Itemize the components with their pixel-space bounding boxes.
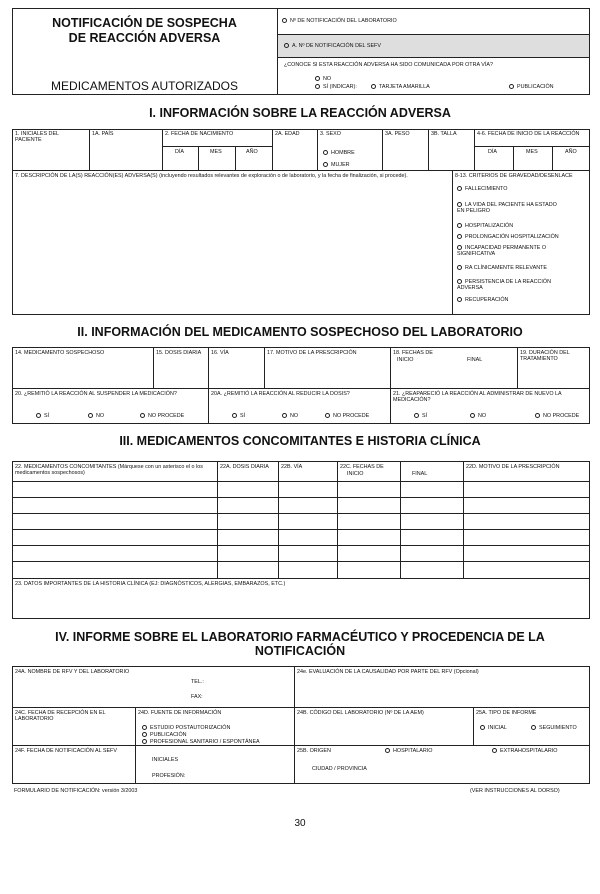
tel-label: TEL.:: [191, 679, 204, 685]
f22a-label: 22A. DOSIS DIARIA: [220, 464, 269, 470]
iniciales-label: INICIALES: [152, 757, 179, 763]
form-title-line1: NOTIFICACIÓN DE SOSPECHA: [52, 16, 237, 30]
criteria-recuperacion[interactable]: RECUPERACIÓN: [457, 297, 508, 303]
onset-year-label: AÑO: [565, 149, 577, 155]
f14-label: 14. MEDICAMENTO SOSPECHOSO: [15, 350, 105, 356]
section-3-box: [12, 461, 590, 619]
f25b-label: 25B. ORIGEN: [297, 748, 331, 754]
form-title: [12, 16, 277, 46]
f19-label: 19. DURACIÓN DEL TRATAMIENTO: [520, 350, 570, 363]
criteria-ra-relevante[interactable]: RA CLÍNICAMENTE RELEVANTE: [457, 265, 547, 271]
ciudad-label: CIUDAD / PROVINCIA: [312, 766, 367, 772]
birth-month-label: MES: [210, 149, 222, 155]
f7-label: 7. DESCRIPCIÓN DE LA(S) REACCIÓN(ES) ADVERSA(S) (incluyendo resultados relevantes de exploración o de laboratorio, y la fecha de finalización, si procede).: [15, 173, 408, 179]
f20a-si[interactable]: SÍ: [232, 413, 245, 419]
f22c-label: 22C. FECHAS DE: [340, 464, 384, 470]
f24b-label: 24B. CÓDIGO DEL LABORATORIO (Nº DE LA AEM): [297, 710, 424, 716]
f16-label: 16. VÍA: [211, 350, 229, 356]
other-route-question: ¿CONOCE SI ESTA REACCIÓN ADVERSA HA SIDO COMUNICADA POR OTRA VÍA?: [284, 62, 493, 68]
criteria-vida-peligro[interactable]: LA VIDA DEL PACIENTE HA ESTADO EN PELIGRO: [457, 202, 557, 215]
f20-no-procede[interactable]: NO PROCEDE: [140, 413, 184, 419]
sex-mujer-option[interactable]: MUJER: [323, 162, 350, 168]
f24c-label: 24C. FECHA DE RECEPCIÓN EN EL LABORATORIO: [15, 710, 106, 723]
f22d-label: 22D. MOTIVO DE LA PRESCRIPCIÓN: [466, 464, 560, 470]
circle-icon: [282, 18, 287, 23]
f22c-inicio: INICIO: [347, 471, 364, 477]
f1a-label: 1A. PAÍS: [92, 131, 114, 137]
other-route-tarjeta[interactable]: TARJETA AMARILLA: [371, 84, 430, 90]
f2a-label: 2A. EDAD: [275, 131, 300, 137]
criteria-hospitalizacion[interactable]: HOSPITALIZACIÓN: [457, 223, 513, 229]
f20-label: 20. ¿REMITIÓ LA REACCIÓN AL SUSPENDER LA MEDICACIÓN?: [15, 391, 177, 397]
f21-no-procede[interactable]: NO PROCEDE: [535, 413, 579, 419]
f18-inicio: INICIO: [397, 357, 414, 363]
f18-final: FINAL: [467, 357, 483, 363]
f24f-label: 24F. FECHA DE NOTIFICACIÓN AL SEFV: [15, 748, 117, 754]
other-route-no[interactable]: NO: [315, 76, 331, 82]
tipo-inicial[interactable]: INICIAL: [480, 725, 507, 731]
other-route-si[interactable]: SÍ (INDICAR):: [315, 84, 357, 90]
footer-version: FORMULARIO DE NOTIFICACIÓN: versión 3/2003: [14, 788, 138, 794]
other-route-publicacion[interactable]: PUBLICACIÓN: [509, 84, 554, 90]
f20a-no[interactable]: NO: [282, 413, 298, 419]
section-4-title-line1: IV. INFORME SOBRE EL LABORATORIO FARMACÉUTICO Y PROCEDENCIA DE LA: [55, 630, 545, 644]
footer-instructions: (VER INSTRUCCIONES AL DORSO): [470, 788, 560, 794]
f25a-label: 25A. TIPO DE INFORME: [476, 710, 537, 716]
f4-label: 4-6. FECHA DE INICIO DE LA REACCIÓN: [477, 131, 580, 137]
f20-si[interactable]: SÍ: [36, 413, 49, 419]
onset-month-label: MES: [526, 149, 538, 155]
fuente-profesional[interactable]: PROFESIONAL SANITARIO / ESPONTÁNEA: [142, 739, 260, 745]
sefv-number-label: A. Nº DE NOTIFICACIÓN DEL SEFV: [292, 43, 381, 49]
sex-hombre-option[interactable]: HOMBRE: [323, 150, 355, 156]
fuente-publicacion[interactable]: PUBLICACIÓN: [142, 732, 187, 738]
f20-no[interactable]: NO: [88, 413, 104, 419]
f24d-label: 24D. FUENTE DE INFORMACIÓN: [138, 710, 222, 716]
tipo-seguimiento[interactable]: SEGUIMIENTO: [531, 725, 577, 731]
f8-label: 8-13. CRITERIOS DE GRAVEDAD/DESENLACE: [455, 173, 573, 179]
form-subtitle: MEDICAMENTOS AUTORIZADOS: [51, 79, 238, 93]
lab-number-field[interactable]: [282, 18, 397, 24]
origen-extrahospitalario[interactable]: EXTRAHOSPITALARIO: [492, 748, 557, 754]
section-4-title: [10, 630, 590, 658]
f15-label: 15. DOSIS DIARIA: [156, 350, 202, 356]
f17-label: 17. MOTIVO DE LA PRESCRIPCIÓN: [267, 350, 357, 356]
section-2-title: II. INFORMACIÓN DEL MEDICAMENTO SOSPECHOSO DEL LABORATORIO: [77, 325, 523, 339]
criteria-persistencia[interactable]: PERSISTENCIA DE LA REACCIÓN ADVERSA: [457, 279, 551, 292]
birth-day-label: DÍA: [175, 149, 184, 155]
profesion-label: PROFESIÓN:: [152, 773, 186, 779]
lab-number-label: Nº DE NOTIFICACIÓN DEL LABORATORIO: [290, 18, 397, 24]
f3a-label: 3A. PESO: [385, 131, 410, 137]
sefv-number-field[interactable]: [284, 43, 381, 49]
f22b-label: 22B. VÍA: [281, 464, 303, 470]
page-number: 30: [294, 818, 306, 829]
f24a-label: 24A. NOMBRE DE RFV Y DEL LABORATORIO: [15, 669, 130, 675]
f18-label: 18. FECHAS DE: [393, 350, 433, 356]
f21-no[interactable]: NO: [470, 413, 486, 419]
birth-year-label: AÑO: [246, 149, 258, 155]
fax-label: FAX:: [191, 694, 203, 700]
form-title-line2: DE REACCIÓN ADVERSA: [68, 31, 221, 45]
f1-label: 1. INICIALES DEL PACIENTE: [15, 131, 59, 144]
section-1-title: I. INFORMACIÓN SOBRE LA REACCIÓN ADVERSA: [149, 106, 451, 120]
section-4-title-line2: NOTIFICACIÓN: [254, 644, 346, 658]
section-3-title: III. MEDICAMENTOS CONCOMITANTES E HISTORIA CLÍNICA: [119, 434, 481, 448]
criteria-fallecimiento[interactable]: FALLECIMIENTO: [457, 186, 507, 192]
f20a-label: 20A. ¿REMITIÓ LA REACCIÓN AL REDUCIR LA DOSIS?: [211, 391, 350, 397]
criteria-incapacidad[interactable]: INCAPACIDAD PERMANENTE O SIGNIFICATIVA: [457, 245, 547, 258]
circle-icon: [284, 43, 289, 48]
f22-label: 22. MEDICAMENTOS CONCOMITANTES (Márquese con un asterisco el o los medicamentos sospechosos): [15, 464, 203, 477]
f21-si[interactable]: SÍ: [414, 413, 427, 419]
fuente-estudio[interactable]: ESTUDIO POSTAUTORIZACIÓN: [142, 725, 230, 731]
criteria-prolongacion[interactable]: PROLONGACIÓN HOSPITALIZACIÓN: [457, 234, 559, 240]
f24e-label: 24e. EVALUACIÓN DE LA CAUSALIDAD POR PARTE DEL RFV (Opcional): [297, 669, 479, 675]
f3b-label: 3B. TALLA: [431, 131, 457, 137]
f2-label: 2. FECHA DE NACIMIENTO: [165, 131, 234, 137]
origen-hospitalario[interactable]: HOSPITALARIO: [385, 748, 432, 754]
f23-label: 23. DATOS IMPORTANTES DE LA HISTORIA CLÍNICA (EJ: DIAGNÓSTICOS, ALERGIAS, EMBARAZOS, ETC.): [15, 581, 286, 587]
f22c-final: FINAL: [412, 471, 428, 477]
onset-day-label: DÍA: [488, 149, 497, 155]
f21-label: 21. ¿REAPARECIÓ LA REACCIÓN AL ADMINISTRAR DE NUEVO LA MEDICACIÓN?: [393, 391, 562, 404]
f20a-no-procede[interactable]: NO PROCEDE: [325, 413, 369, 419]
f3-label: 3. SEXO: [320, 131, 341, 137]
